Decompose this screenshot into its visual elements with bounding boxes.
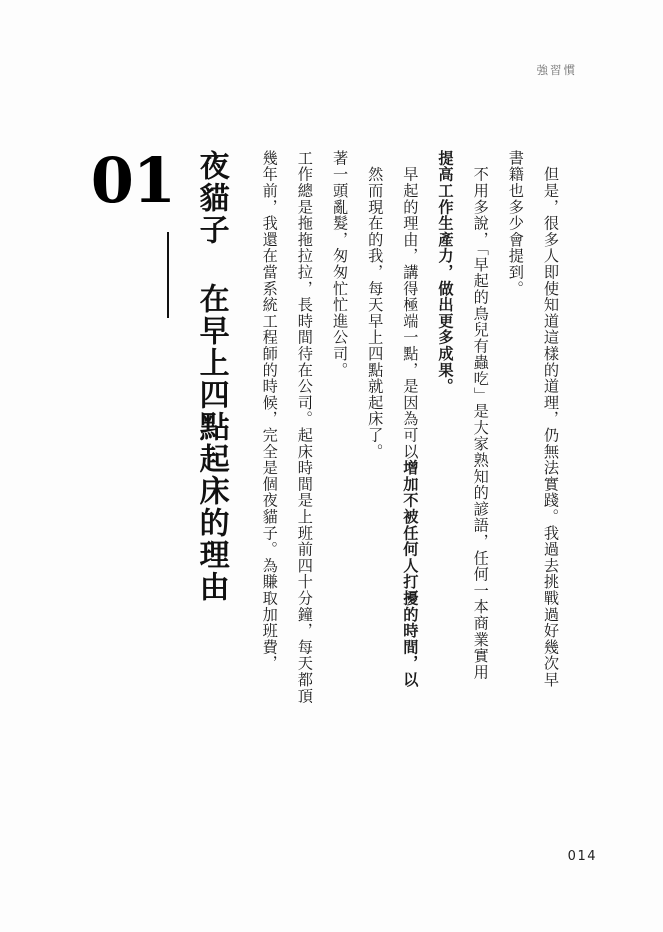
text-column: 然而現在的我，每天早上四點就起床了。: [366, 150, 385, 460]
text-column: 但是，很多人即使知道這樣的道理，仍無法實踐。我過去挑戰過好幾次早: [542, 150, 560, 688]
chapter-rule: [167, 232, 169, 318]
page-number: 014: [567, 849, 597, 864]
text-column: 書籍也多少會提到。: [506, 150, 525, 297]
vertical-text-body: [85, 144, 585, 810]
text-column: 不用多說，「早起的鳥兒有蟲吃」是大家熟知的諺語，任何一本商業實用: [471, 150, 490, 681]
body-columns: [250, 150, 566, 790]
text-column: [429, 150, 460, 790]
emphasis-text: 增加不被任何人打擾的時間，以: [401, 459, 420, 688]
text-column: 早起的理由，講得極端一點，是因為可以增加不被任何人打擾的時間，以: [401, 150, 420, 688]
text-column: 幾年前，我還在當系統工程師的時候，完全是個夜貓子。為賺取加班費，: [260, 150, 279, 672]
chapter-heading: [90, 144, 232, 770]
emphasis-text: 提高工作生產力，做出更多成果。: [436, 150, 455, 395]
chapter-number-wrap: [90, 144, 179, 300]
chapter-title: 夜貓子 在早上四點起床的理由: [193, 150, 229, 603]
text-column: 工作總是拖拖拉拉，長時間待在公司。起床時間是上班前四十分鐘，每天都頂: [295, 150, 314, 705]
running-head: 強習慣: [536, 63, 577, 77]
chapter-number: 01: [90, 144, 175, 217]
text-column: 著一頭亂髮，匆匆忙忙進公司。: [331, 150, 350, 379]
